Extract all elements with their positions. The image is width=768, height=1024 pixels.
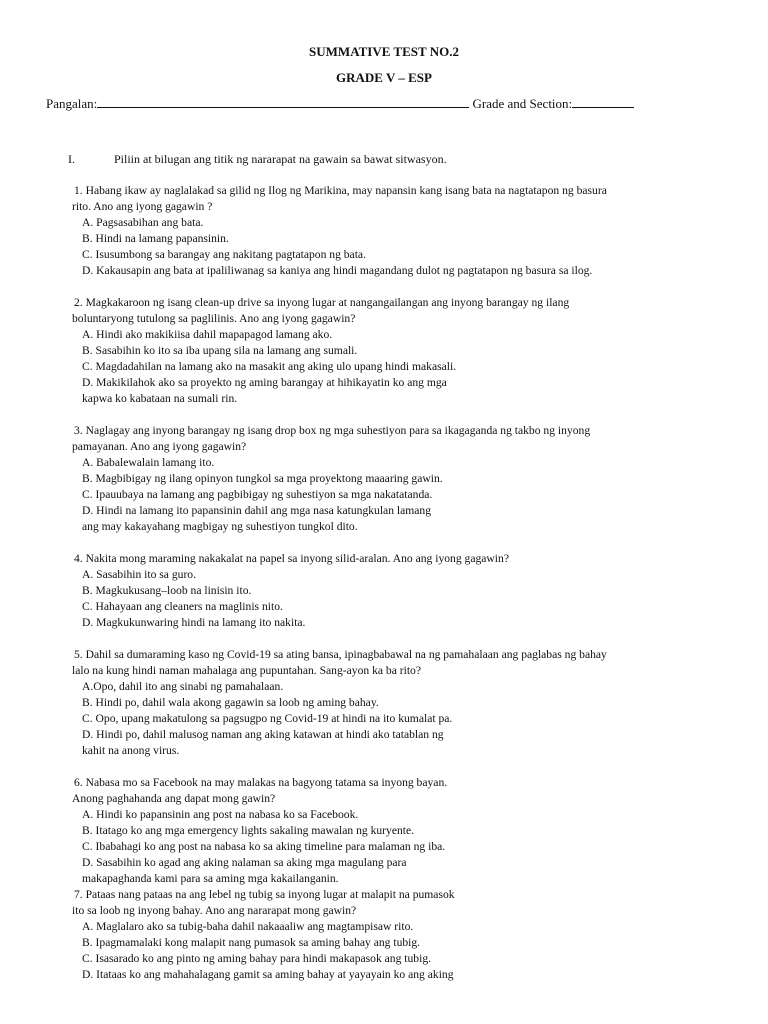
answer-option[interactable] [82,455,732,471]
answer-option[interactable] [82,711,732,727]
answer-option[interactable] [82,855,732,887]
question-list [72,183,732,999]
answer-option[interactable] [82,679,732,695]
answer-option-text: D. Sasabihin ko agad ang aking nalaman sa aking mga magulang para [82,856,407,869]
grade-subject-title: GRADE V – ESP [336,70,432,85]
answer-option-text: C. Opo, upang makatulong sa pagsugpo ng Covid-19 at hindi na ito kumalat pa. [82,712,453,725]
question-stem-line: 4. Nakita mong maraming nakakalat na papel sa inyong silid-aralan. Ano ang iyong gagawin? [74,552,509,565]
answer-option-text: D. Hindi na lamang ito papansinin dahil ang mga nasa katungkulan lamang [82,504,432,517]
question-stem-line: 3. Naglagay ang inyong barangay ng isang drop box ng mga suhestiyon para sa ikagaganda ng takbo ng inyong [74,424,591,437]
answer-option[interactable] [82,231,732,247]
answer-option[interactable] [82,967,732,983]
answer-option-text: D. Magkukunwaring hindi na lamang ito nakita. [82,616,306,629]
answer-option[interactable] [82,471,732,487]
test-title: SUMMATIVE TEST NO.2 [309,44,459,59]
answer-option[interactable] [82,599,732,615]
answer-option-text: D. Kakausapin ang bata at ipaliliwanag sa kaniya ang hindi magandang dulot ng pagtatapon ng basura sa ilog. [82,264,593,277]
question-stem-line: 6. Nabasa mo sa Facebook na may malakas na bagyong tatama sa inyong bayan. [74,776,448,789]
question-stem [72,887,732,919]
answer-option-text: A. Hindi ako makikiisa dahil mapapagod lamang ako. [82,328,333,341]
question-stem-line: boluntaryong tutulong sa paglilinis. Ano ang iyong gagawin? [72,312,356,325]
answer-option[interactable] [82,919,732,935]
question-item [72,775,732,887]
answer-option-text: C. Ibabahagi ko ang post na nabasa ko sa aking timeline para malaman ng iba. [82,840,446,853]
answer-option[interactable] [82,487,732,503]
question-item [72,887,732,983]
question-stem-line: 7. Pataas nang pataas na ang lebel ng tubig sa inyong lugar at malapit na pumasok [74,888,455,901]
answer-option[interactable] [82,263,732,279]
answer-option[interactable] [82,503,732,535]
question-item [72,423,732,535]
answer-option[interactable] [82,727,732,759]
instruction-number: I. [68,152,75,166]
question-stem [72,295,732,327]
answer-option[interactable] [82,695,732,711]
answer-option-text: C. Ipauubaya na lamang ang pagbibigay ng suhestiyon sa mga nakatatanda. [82,488,433,501]
question-stem [72,775,732,807]
question-stem-line: 2. Magkakaroon ng isang clean-up drive sa inyong lugar at nangangailangan ang inyong barangay ng ilang [74,296,570,309]
answer-option[interactable] [82,375,732,407]
answer-option-text: A. Hindi ko papansinin ang post na nabasa ko sa Facebook. [82,808,359,821]
section-label: Grade and Section: [472,96,573,111]
answer-option[interactable] [82,215,732,231]
answer-option-text: A. Pagsasabihan ang bata. [82,216,204,229]
student-info-line [46,96,634,112]
name-label: Pangalan: [46,96,98,111]
question-item [72,551,732,631]
answer-option[interactable] [82,359,732,375]
question-item [72,183,732,279]
answer-option[interactable] [82,343,732,359]
answer-option-text: C. Isusumbong sa barangay ang nakitang pagtatapon ng bata. [82,248,366,261]
answer-option-text: B. Magkukusang–loob na linisin ito. [82,584,252,597]
answer-option[interactable] [82,935,732,951]
question-stem [72,183,732,215]
section-blank[interactable] [572,97,634,108]
answer-option[interactable] [82,567,732,583]
instruction-text: Piliin at bilugan ang titik ng nararapat na gawain sa bawat sitwasyon. [114,152,447,166]
answer-option-text: A.Opo, dahil ito ang sinabi ng pamahalaan. [82,680,284,693]
question-stem-line: rito. Ano ang iyong gagawin ? [72,200,213,213]
answer-option-text: D. Hindi po, dahil malusog naman ang aking katawan at hindi ako tatablan ng [82,728,444,741]
answer-option[interactable] [82,839,732,855]
answer-option[interactable] [82,823,732,839]
answer-option[interactable] [82,247,732,263]
answer-option-text: B. Itatago ko ang mga emergency lights sakaling mawalan ng kuryente. [82,824,415,837]
answer-option-text: B. Hindi na lamang papansinin. [82,232,229,245]
name-blank[interactable] [97,97,469,108]
answer-option-text: A. Babalewalain lamang ito. [82,456,215,469]
question-stem-line: 1. Habang ikaw ay naglalakad sa gilid ng Ilog ng Marikina, may napansin kang isang bata na nagtatapon ng basura [74,184,607,197]
answer-option-text: B. Sasabihin ko ito sa iba upang sila na lamang ang sumali. [82,344,358,357]
answer-option[interactable] [82,951,732,967]
answer-option[interactable] [82,807,732,823]
question-stem-line: lalo na kung hindi naman mahalaga ang pupuntahan. Sang-ayon ka ba rito? [72,664,421,677]
answer-option-text: B. Magbibigay ng ilang opinyon tungkol sa mga proyektong maaaring gawin. [82,472,443,485]
question-item [72,647,732,759]
answer-option-text: B. Hindi po, dahil wala akong gagawin sa loob ng aming bahay. [82,696,379,709]
question-stem-line: pamayanan. Ano ang iyong gagawin? [72,440,247,453]
answer-option-text: D. Itataas ko ang mahahalagang gamit sa aming bahay at yayayain ko ang aking [82,968,454,981]
question-stem [72,423,732,455]
answer-option-text: kapwa ko kabataan na sumali rin. [82,392,238,405]
answer-option-text: makapaghanda kami para sa aming mga kakailanganin. [82,872,339,885]
question-stem [72,647,732,679]
question-stem [72,551,732,567]
answer-option-text: A. Maglalaro ako sa tubig-baha dahil nakaaaliw ang magtampisaw rito. [82,920,414,933]
answer-option-text: kahit na anong virus. [82,744,180,757]
answer-option-text: D. Makikilahok ako sa proyekto ng aming barangay at hihikayatin ko ang mga [82,376,447,389]
answer-option-text: C. Hahayaan ang cleaners na maglinis nito. [82,600,283,613]
answer-option[interactable] [82,583,732,599]
question-stem-line: Anong paghahanda ang dapat mong gawin? [72,792,276,805]
answer-option-text: C. Isasarado ko ang pinto ng aming bahay para hindi makapasok ang tubig. [82,952,432,965]
instruction-line [68,152,447,167]
question-stem-line: ito sa loob ng inyong bahay. Ano ang nararapat mong gawin? [72,904,357,917]
question-item [72,295,732,407]
answer-option-text: B. Ipagmamalaki kong malapit nang pumasok sa aming bahay ang tubig. [82,936,421,949]
answer-option-text: A. Sasabihin ito sa guro. [82,568,196,581]
question-stem-line: 5. Dahil sa dumaraming kaso ng Covid-19 sa ating bansa, ipinagbabawal na ng pamahalaan ang paglabas ng bahay [74,648,607,661]
answer-option[interactable] [82,327,732,343]
answer-option[interactable] [82,615,732,631]
answer-option-text: ang may kakayahang magbigay ng suhestiyon tungkol dito. [82,520,358,533]
answer-option-text: C. Magdadahilan na lamang ako na masakit ang aking ulo upang hindi makasali. [82,360,457,373]
